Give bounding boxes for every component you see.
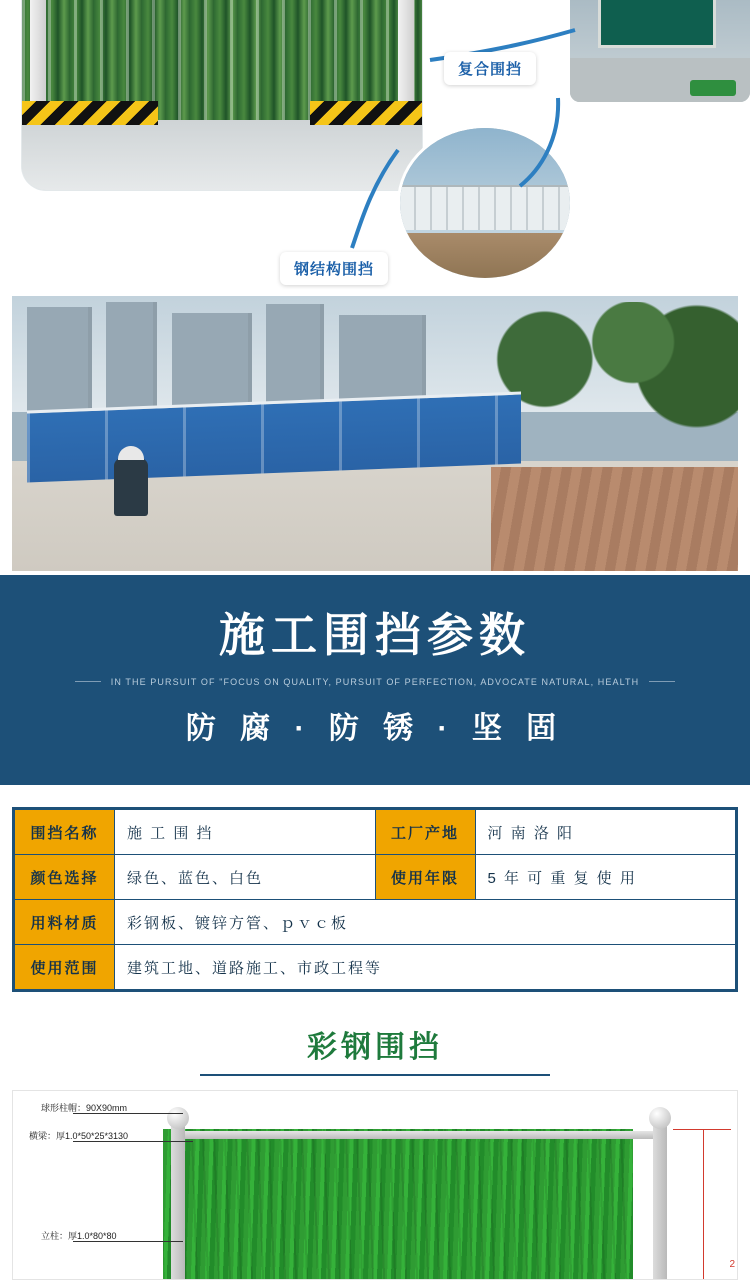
color-steel-section-title — [0, 1022, 750, 1076]
label-composite-hoarding: 复合围挡 — [444, 52, 536, 85]
spec-key-usage: 使用范围 — [15, 945, 115, 990]
spec-table-wrapper — [12, 807, 738, 992]
title-underline — [200, 1074, 550, 1076]
banner-subtitle: IN THE PURSUIT OF "FOCUS ON QUALITY, PURSUIT OF PERFECTION, ADVOCATE NATURAL, HEALTH — [110, 676, 640, 687]
building-silhouette — [106, 302, 157, 423]
grass-print-panel — [163, 1129, 633, 1279]
note-beam: 横梁：厚1.0*50*25*3130 — [29, 1131, 129, 1141]
spec-key-material: 用料材质 — [15, 900, 115, 945]
building-silhouette — [266, 304, 324, 414]
spec-key-origin: 工厂产地 — [375, 810, 475, 855]
building-silhouette — [27, 307, 92, 417]
post-left — [171, 1121, 185, 1280]
spec-value-name: 施 工 围 挡 — [115, 810, 376, 855]
label-steel-hoarding: 钢结构围挡 — [280, 252, 388, 285]
spec-value-material: 彩钢板、镀锌方管、ｐｖｃ板 — [115, 900, 736, 945]
spec-value-origin: 河 南 洛 阳 — [475, 810, 736, 855]
parameter-banner — [0, 575, 750, 785]
table-row — [15, 855, 736, 900]
banner-slogan: 防 腐 · 防 锈 · 坚 固 — [185, 711, 565, 745]
spec-key-lifespan: 使用年限 — [375, 855, 475, 900]
hoarding-technical-drawing — [12, 1090, 738, 1280]
top-beam — [171, 1131, 667, 1139]
connector-curves — [0, 0, 750, 292]
section-heading: 彩钢围挡 — [307, 1031, 443, 1064]
banner-title: 施工围挡参数 — [219, 609, 531, 661]
worker-figure — [114, 458, 148, 516]
table-row — [15, 945, 736, 990]
note-ball-cap: 球形柱帽：90X90mm — [41, 1103, 128, 1113]
spec-table — [14, 809, 736, 990]
collage-section — [0, 0, 750, 292]
decorative-line-right — [649, 681, 675, 682]
banner-subtitle-row — [0, 677, 750, 687]
spec-key-name: 围挡名称 — [15, 810, 115, 855]
ball-cap-right-icon — [649, 1107, 671, 1129]
right-dimension-label: 2 — [729, 1259, 735, 1270]
blue-hoarding-street-photo — [12, 296, 738, 571]
decorative-line-left — [75, 681, 101, 682]
spec-key-color: 颜色选择 — [15, 855, 115, 900]
spec-value-lifespan: 5 年 可 重 复 使 用 — [475, 855, 736, 900]
building-silhouette — [172, 313, 252, 412]
spec-value-usage: 建筑工地、道路施工、市政工程等 — [115, 945, 736, 990]
dimension-line-vertical — [703, 1129, 704, 1279]
ball-cap-left-icon — [167, 1107, 189, 1129]
table-row — [15, 810, 736, 855]
post-right — [653, 1121, 667, 1280]
brick-sidewalk — [491, 467, 738, 572]
note-post: 立柱：厚1.0*80*80 — [41, 1231, 117, 1241]
dimension-line-top — [673, 1129, 731, 1130]
table-row — [15, 900, 736, 945]
spec-value-color: 绿色、蓝色、白色 — [115, 855, 376, 900]
